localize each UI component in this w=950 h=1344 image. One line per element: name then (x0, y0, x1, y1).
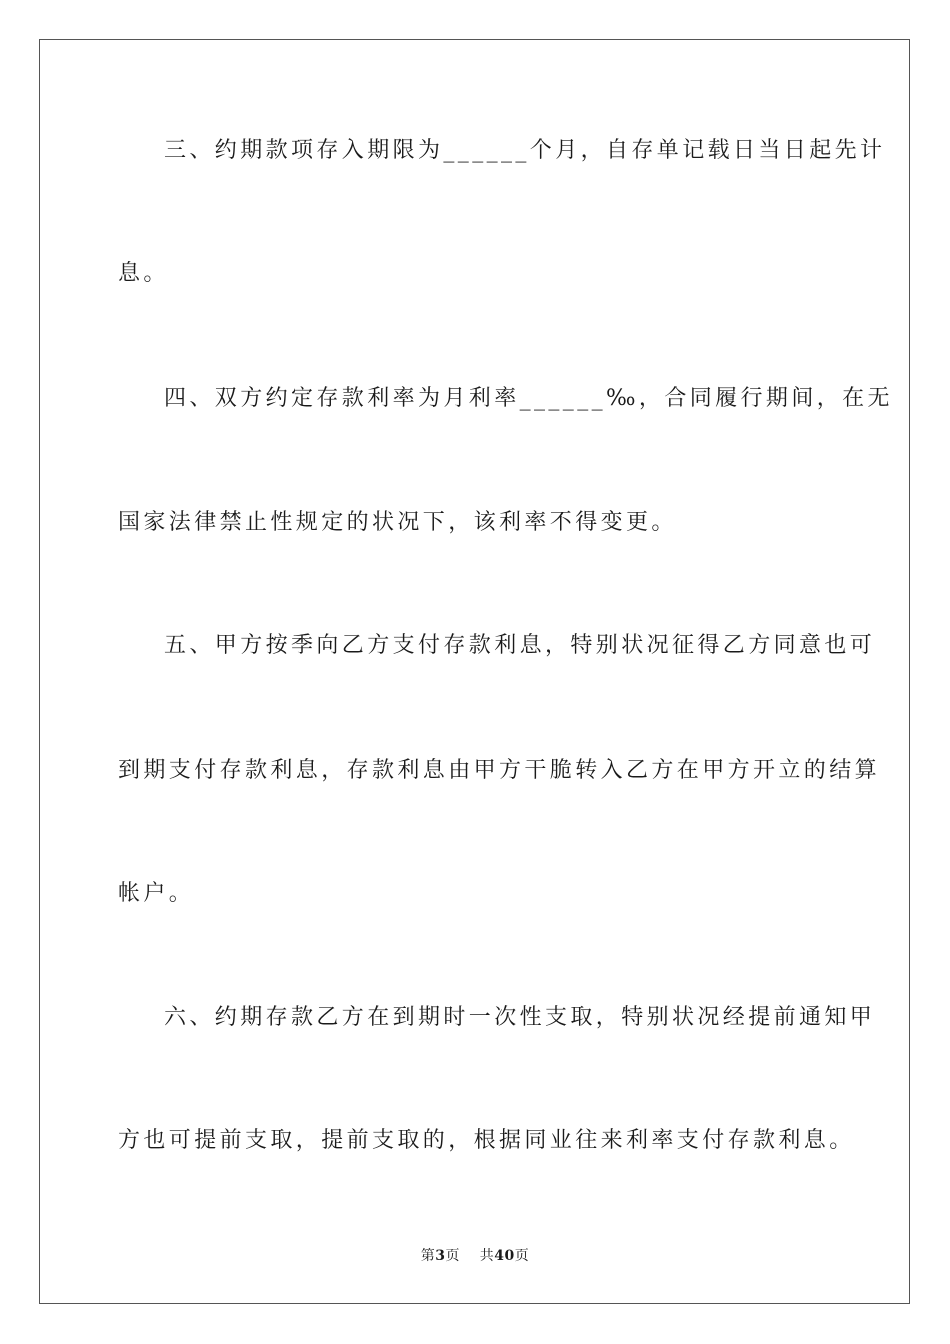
page-border (39, 39, 910, 1304)
paragraph-3-line-2: 息。 (118, 261, 169, 286)
paragraph-6-line-1: 六、约期存款乙方在到期时一次性支取，特别状况经提前通知甲 (164, 1005, 876, 1030)
paragraph-4-line-1: 四、双方约定存款利率为月利率______‰，合同履行期间，在无 (164, 386, 893, 411)
paragraph-3-line-1: 三、约期款项存入期限为______个月，自存单记载日当日起先计 (164, 138, 886, 163)
page-prefix: 第 (420, 1248, 436, 1264)
total-suffix: 页 (514, 1248, 530, 1264)
page-current: 3 (435, 1248, 446, 1264)
paragraph-5-line-3: 帐户。 (118, 881, 195, 906)
page-total: 40 (494, 1248, 515, 1264)
paragraph-4-line-2: 国家法律禁止性规定的状况下，该利率不得变更。 (118, 510, 677, 535)
paragraph-6-line-2: 方也可提前支取，提前支取的，根据同业往来利率支付存款利息。 (118, 1128, 855, 1153)
paragraph-5-line-2: 到期支付存款利息，存款利息由甲方干脆转入乙方在甲方开立的结算 (118, 758, 881, 783)
total-prefix: 共 (479, 1248, 495, 1264)
page-footer (0, 1246, 950, 1266)
page-suffix: 页 (445, 1248, 460, 1264)
paragraph-5-line-1: 五、甲方按季向乙方支付存款利息，特别状况征得乙方同意也可 (164, 633, 876, 658)
